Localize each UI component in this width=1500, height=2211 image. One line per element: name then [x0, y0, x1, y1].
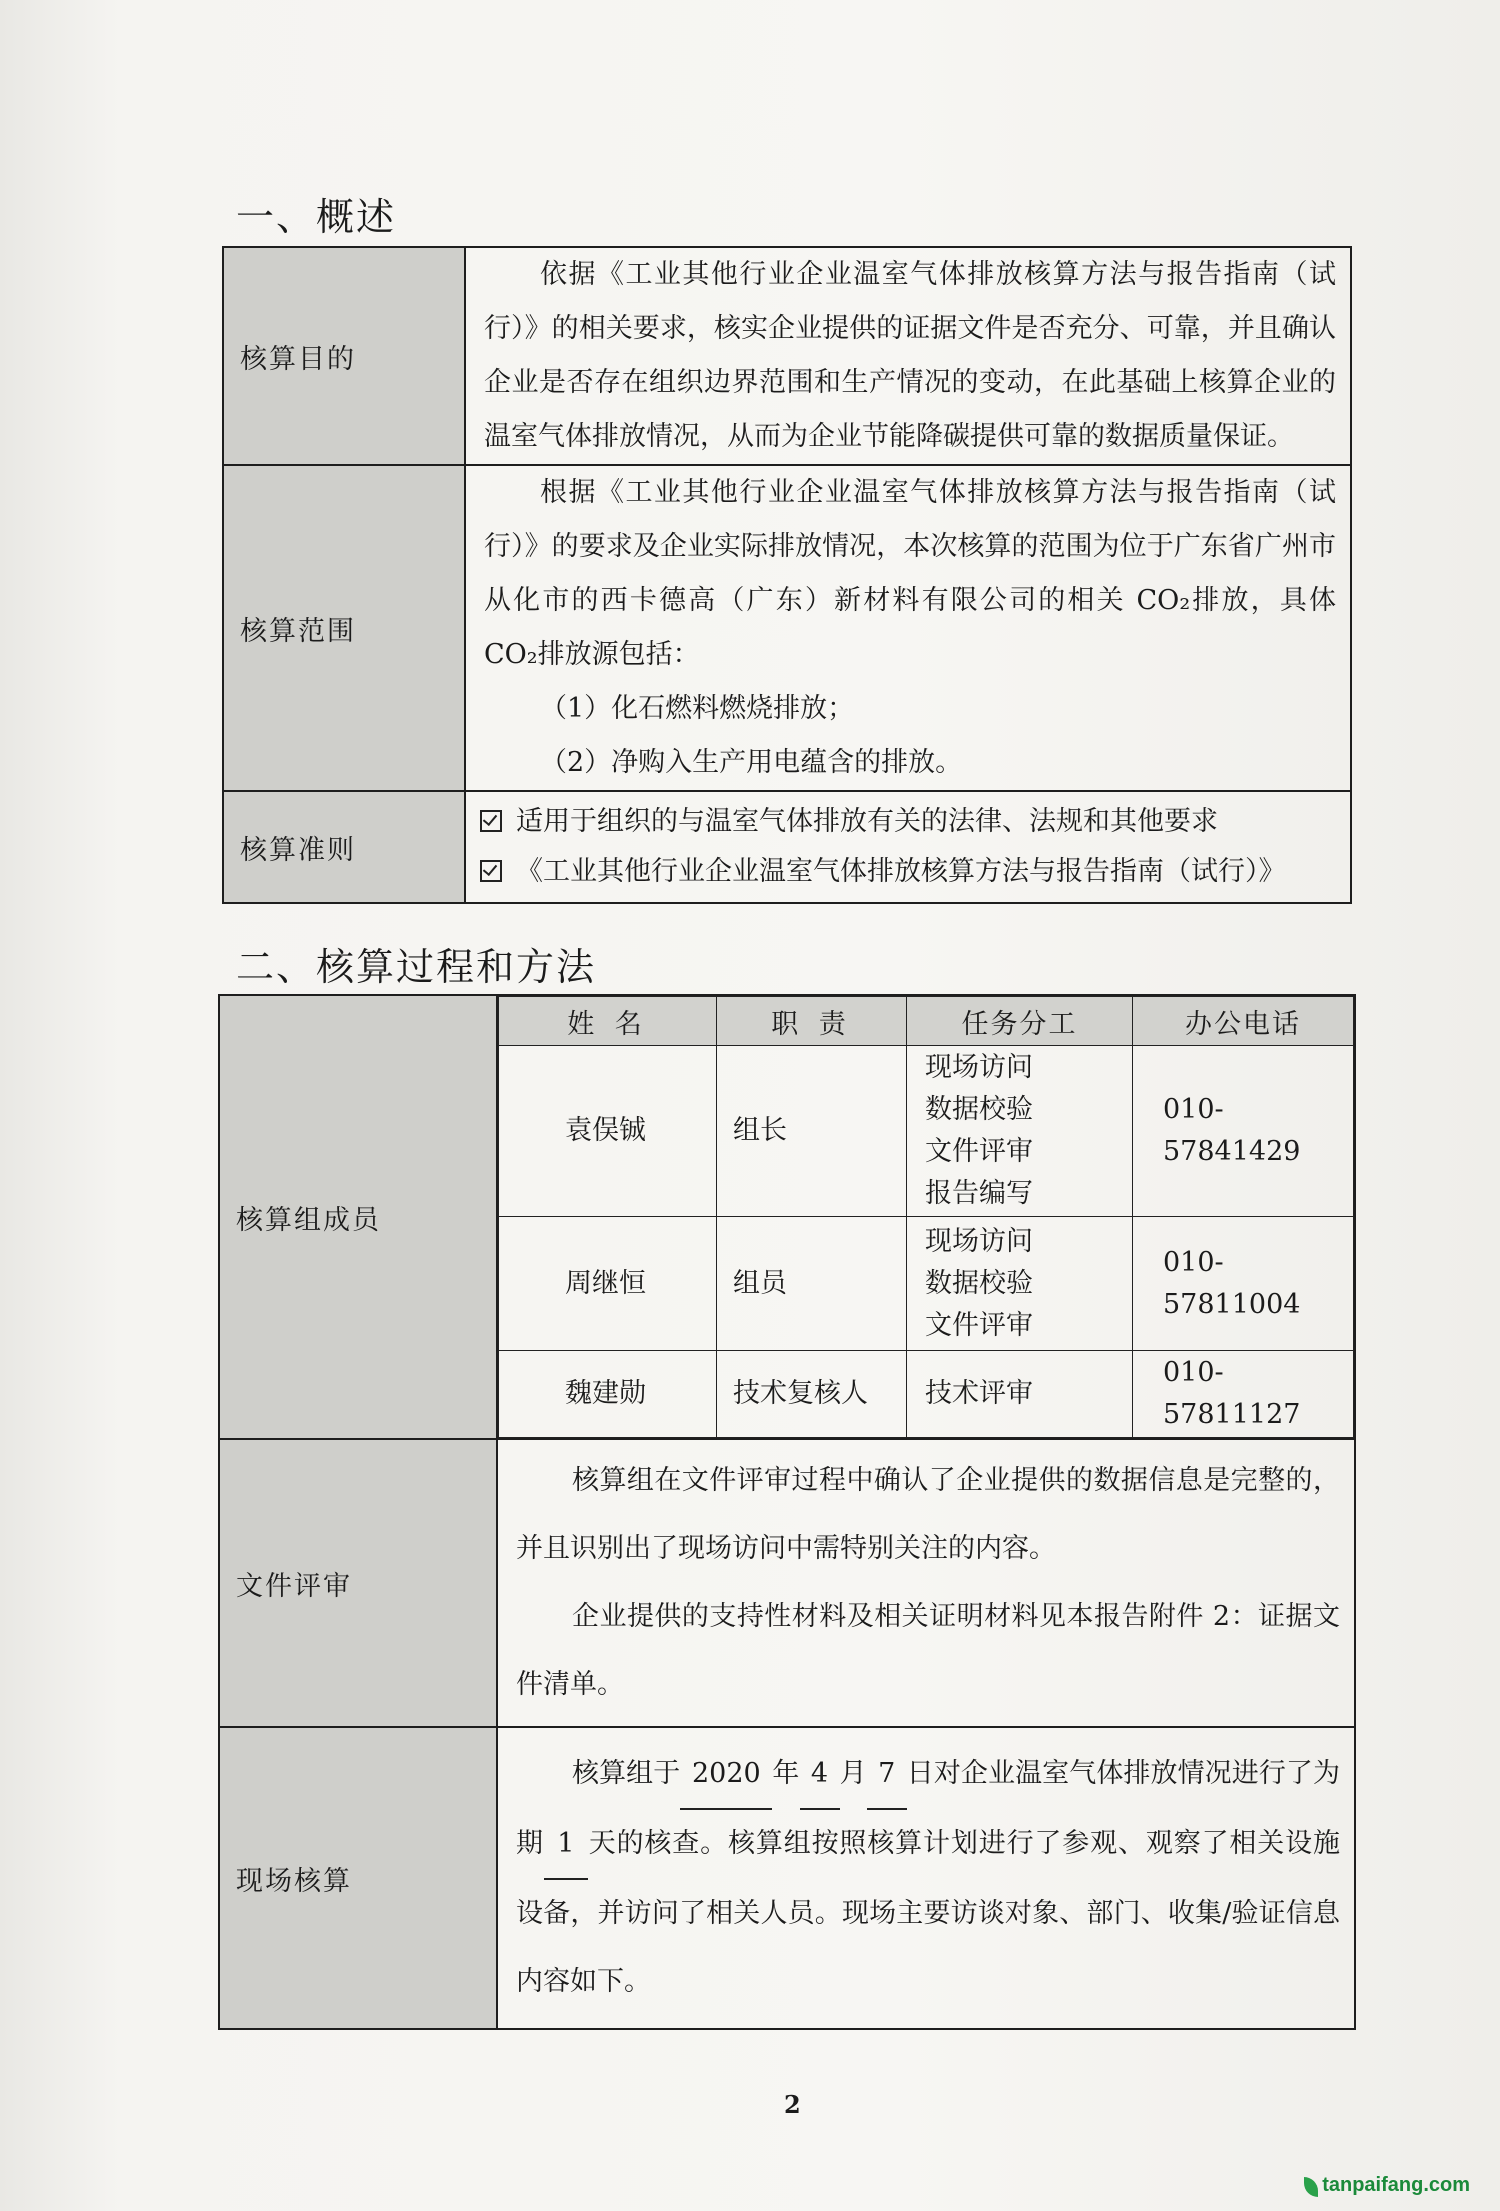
member-phone: 010-57841429 [1133, 1046, 1354, 1217]
criteria-item-1: 适用于组织的与温室气体排放有关的法律、法规和其他要求 [480, 797, 1336, 847]
team-table [498, 996, 1354, 1438]
onsite-days: 1 [544, 1810, 588, 1880]
onsite-month: 4 [800, 1740, 840, 1810]
criteria-label: 核算准则 [223, 791, 465, 903]
scope-cell [465, 465, 1351, 791]
review-paragraph-2: 企业提供的支持性材料及相关证明材料见本报告附件 2：证据文件清单。 [516, 1601, 1340, 1700]
team-label: 核算组成员 [219, 995, 497, 1439]
member-tasks: 技术评审 [907, 1351, 1133, 1438]
page-number: 2 [784, 2090, 801, 2119]
onsite-day: 7 [867, 1740, 907, 1810]
onsite-label: 现场核算 [219, 1727, 497, 2029]
member-role: 技术复核人 [717, 1351, 907, 1438]
scope-item-2: （2）净购入生产用电蕴含的排放。 [540, 747, 963, 778]
member-name: 袁俣铖 [499, 1046, 717, 1217]
checkbox-checked-icon [480, 810, 502, 832]
leaf-icon [1304, 2177, 1318, 2197]
header-phone: 办公电话 [1133, 997, 1354, 1046]
member-role: 组员 [717, 1217, 907, 1351]
purpose-text: 依据《工业其他行业企业温室气体排放核算方法与报告指南（试行）》的相关要求，核实企业提供的证据文件是否充分、可靠，并且确认企业是否存在组织边界范围和生产情况的变动，在此基础上核算企业的温室气体排放情况，从而为企业节能降碳提供可靠的数据质量保证。 [465, 247, 1351, 465]
member-name: 魏建勋 [499, 1351, 717, 1438]
header-role: 职 责 [717, 997, 907, 1046]
overview-table [222, 246, 1352, 904]
section-2-heading: 二、核算过程和方法 [236, 945, 597, 989]
criteria-item-2: 《工业其他行业企业温室气体排放核算方法与报告指南（试行）》 [480, 847, 1336, 897]
header-name: 姓 名 [499, 997, 717, 1046]
member-tasks: 现场访问 数据校验 文件评审 [907, 1217, 1133, 1351]
criteria-cell [465, 791, 1351, 903]
member-name: 周继恒 [499, 1217, 717, 1351]
team-cell [497, 995, 1355, 1439]
header-tasks: 任务分工 [907, 997, 1133, 1046]
scope-item-1: （1）化石燃料燃烧排放； [540, 693, 855, 724]
checkbox-checked-icon [480, 860, 502, 882]
review-paragraph-1: 核算组在文件评审过程中确认了企业提供的数据信息是完整的，并且识别出了现场访问中需特别关注的内容。 [516, 1465, 1340, 1564]
member-role: 组长 [717, 1046, 907, 1217]
review-cell [497, 1439, 1355, 1727]
table-row [499, 1046, 1354, 1217]
scope-label: 核算范围 [223, 465, 465, 791]
purpose-label: 核算目的 [223, 247, 465, 465]
member-phone: 010-57811004 [1133, 1217, 1354, 1351]
member-phone: 010-57811127 [1133, 1351, 1354, 1438]
section-1-heading: 一、概述 [236, 195, 397, 239]
review-label: 文件评审 [219, 1439, 497, 1727]
scope-text: 根据《工业其他行业企业温室气体排放核算方法与报告指南（试行）》的要求及企业实际排放情况，本次核算的范围为位于广东省广州市从化市的西卡德高（广东）新材料有限公司的相关 CO₂排放，具体 CO₂排放源包括： [484, 477, 1336, 670]
table-row [499, 1351, 1354, 1438]
onsite-year: 2020 [680, 1740, 772, 1810]
process-table [218, 994, 1356, 2030]
member-tasks: 现场访问 数据校验 文件评审 报告编写 [907, 1046, 1133, 1217]
onsite-text: 核算组于 2020 年 4 月 7 日对企业温室气体排放情况进行了为期 1 天的核查。核算组按照核算计划进行了参观、观察了相关设施设备，并访问了相关人员。现场主要访谈对象、部门、收集/验证信息内容如下。 [497, 1727, 1355, 2029]
table-row [499, 1217, 1354, 1351]
watermark: tanpaifang.com [1322, 2174, 1470, 2196]
